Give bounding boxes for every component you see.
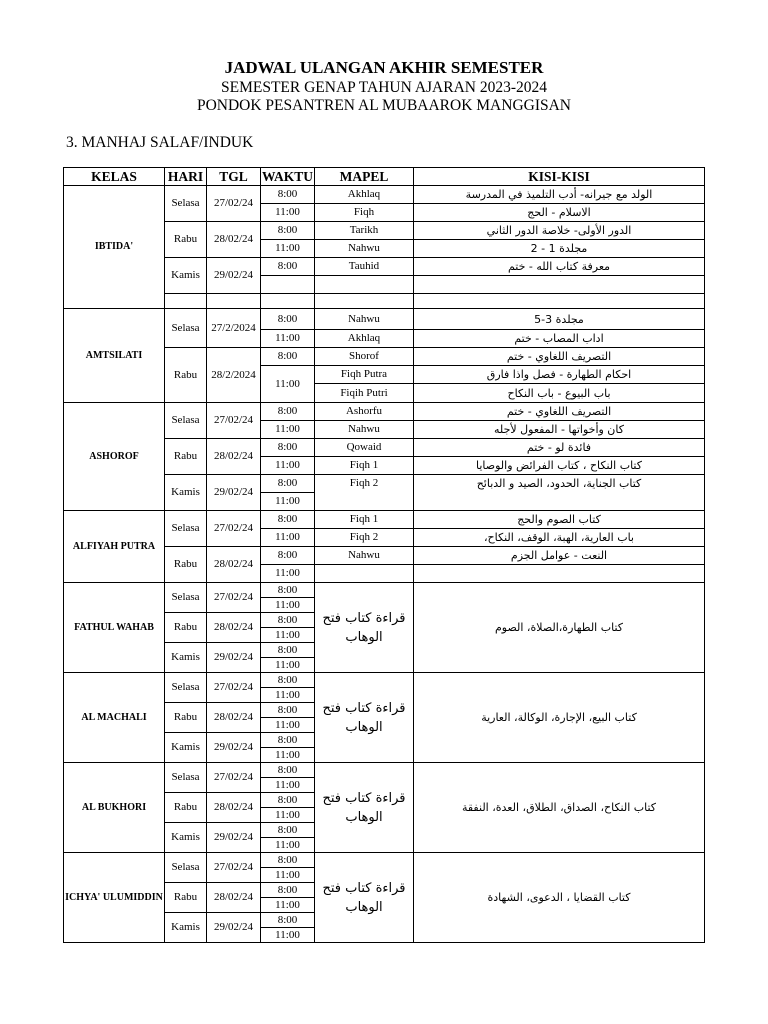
date-cell: 28/2/2024 xyxy=(207,348,261,403)
subject-cell xyxy=(315,276,414,294)
table-row xyxy=(64,583,705,598)
day-cell: Rabu xyxy=(165,883,207,913)
date-cell: 27/02/24 xyxy=(207,511,261,547)
day-cell: Rabu xyxy=(165,348,207,403)
time-cell: 8:00 xyxy=(261,547,315,565)
date-cell: 27/02/24 xyxy=(207,403,261,439)
day-cell: Rabu xyxy=(165,703,207,733)
subject-cell: Fiqih Putri xyxy=(315,384,414,403)
subject-cell: Shorof xyxy=(315,348,414,366)
day-cell: Rabu xyxy=(165,222,207,258)
time-cell: 11:00 xyxy=(261,421,315,439)
day-cell: Rabu xyxy=(165,793,207,823)
subject-cell: Nahwu xyxy=(315,240,414,258)
day-cell: Selasa xyxy=(165,853,207,883)
outline-cell xyxy=(414,565,705,583)
table-row xyxy=(64,309,705,330)
subject-cell: Fiqh 1 xyxy=(315,457,414,475)
table-row xyxy=(64,403,705,421)
time-cell: 8:00 xyxy=(261,258,315,276)
outline-cell: كتاب الجناية، الحدود، الصيد و الدبائح xyxy=(414,475,705,511)
time-cell: 8:00 xyxy=(261,439,315,457)
outline-cell: الولد مع جيرانه- أدب التلميذ في المدرسة xyxy=(414,186,705,204)
subject-cell: Ashorfu xyxy=(315,403,414,421)
outline-cell: كان وأخواتها - المفعول لأجله xyxy=(414,421,705,439)
column-header-mapel: MAPEL xyxy=(315,168,414,186)
table-row xyxy=(64,186,705,204)
class-name-cell: ICHYA' ULUMIDDIN xyxy=(64,853,165,943)
outline-cell: كتاب الطهارة،الصلاة، الصوم xyxy=(414,583,705,673)
time-cell: 11:00 xyxy=(261,240,315,258)
day-cell: Selasa xyxy=(165,186,207,222)
class-name-cell: AL MACHALI xyxy=(64,673,165,763)
outline-cell: التصريف اللغاوي - ختم xyxy=(414,348,705,366)
subject-cell: Akhlaq xyxy=(315,330,414,348)
day-cell: Kamis xyxy=(165,258,207,294)
day-cell: Selasa xyxy=(165,673,207,703)
subject-cell: Fiqh Putra xyxy=(315,366,414,384)
time-cell: 11:00 xyxy=(261,628,315,643)
date-cell: 27/2/2024 xyxy=(207,309,261,348)
column-header-kisi: KISI-KISI xyxy=(414,168,705,186)
subject-cell: Nahwu xyxy=(315,309,414,330)
time-cell: 8:00 xyxy=(261,186,315,204)
table-row xyxy=(64,763,705,778)
outline-cell: كتاب الصوم والحج xyxy=(414,511,705,529)
column-header-waktu: WAKTU xyxy=(261,168,313,184)
subject-cell: Qowaid xyxy=(315,439,414,457)
outline-cell: فائدة لو - ختم xyxy=(414,439,705,457)
date-cell: 29/02/24 xyxy=(207,823,261,853)
time-cell: 8:00 xyxy=(261,613,315,628)
time-cell: 11:00 xyxy=(261,204,315,222)
document-title: JADWAL ULANGAN AKHIR SEMESTER xyxy=(224,58,544,77)
time-cell: 11:00 xyxy=(261,778,315,793)
time-cell: 8:00 xyxy=(261,733,315,748)
exam-schedule-table xyxy=(63,167,705,943)
date-cell: 29/02/24 xyxy=(207,643,261,673)
time-cell: 8:00 xyxy=(261,511,315,529)
time-cell: 8:00 xyxy=(261,793,315,808)
class-name-cell: ALFIYAH PUTRA xyxy=(64,511,165,583)
subject-cell: Fiqh 1 xyxy=(315,511,414,529)
table-row xyxy=(64,853,705,868)
time-cell: 11:00 xyxy=(261,366,315,403)
class-name-cell: IBTIDA' xyxy=(64,186,165,309)
outline-cell: كتاب النكاح ، كتاب الفرائض والوصايا xyxy=(414,457,705,475)
date-cell: 28/02/24 xyxy=(207,883,261,913)
outline-cell: الدور الأولى- خلاصة الدور الثاني xyxy=(414,222,705,240)
outline-cell: النعت - عوامل الجزم xyxy=(414,547,705,565)
outline-cell xyxy=(414,294,705,309)
outline-cell: مجلدة 3-5 xyxy=(414,309,705,330)
date-cell: 27/02/24 xyxy=(207,853,261,883)
time-cell xyxy=(261,294,315,309)
subject-cell: Tarikh xyxy=(315,222,414,240)
subject-cell: Nahwu xyxy=(315,547,414,565)
outline-cell: باب العارية، الهبة، الوقف، النكاح، xyxy=(414,529,705,547)
time-cell: 8:00 xyxy=(261,583,315,598)
date-cell: 29/02/24 xyxy=(207,733,261,763)
subject-cell: Tauhid xyxy=(315,258,414,276)
column-header-kelas: KELAS xyxy=(64,168,165,186)
time-cell: 11:00 xyxy=(261,658,315,673)
outline-cell: كتاب النكاح، الصداق، الطلاق، العدة، النفقة xyxy=(414,763,705,853)
day-cell: Selasa xyxy=(165,511,207,547)
time-cell: 8:00 xyxy=(261,823,315,838)
date-cell: 28/02/24 xyxy=(207,703,261,733)
day-cell: Selasa xyxy=(165,583,207,613)
table-row xyxy=(64,511,705,529)
day-cell: Kamis xyxy=(165,823,207,853)
time-cell: 8:00 xyxy=(261,309,315,330)
subject-cell: قراءة كتاب فتح الوهاب xyxy=(315,583,414,673)
time-cell: 11:00 xyxy=(261,868,315,883)
class-name-cell: AL BUKHORI xyxy=(64,763,165,853)
time-cell: 8:00 xyxy=(261,913,315,928)
table-header-row xyxy=(64,168,705,186)
day-cell: Kamis xyxy=(165,475,207,511)
subject-cell: قراءة كتاب فتح الوهاب xyxy=(315,673,414,763)
time-cell: 8:00 xyxy=(261,348,315,366)
subject-cell xyxy=(315,294,414,309)
time-cell: 11:00 xyxy=(261,330,315,348)
day-cell xyxy=(165,294,207,309)
date-cell: 29/02/24 xyxy=(207,258,261,294)
day-cell: Rabu xyxy=(165,439,207,475)
document-subtitle-school: PONDOK PESANTREN AL MUBAAROK MANGGISAN xyxy=(196,97,572,114)
date-cell: 28/02/24 xyxy=(207,793,261,823)
time-cell: 11:00 xyxy=(261,598,315,613)
day-cell: Rabu xyxy=(165,547,207,583)
subject-cell: Fiqh xyxy=(315,204,414,222)
outline-cell xyxy=(414,276,705,294)
outline-cell: التصريف اللغاوي - ختم xyxy=(414,403,705,421)
date-cell: 27/02/24 xyxy=(207,673,261,703)
subject-cell: Fiqh 2 xyxy=(315,529,414,547)
class-name-cell: ASHOROF xyxy=(64,403,165,511)
subject-cell: Nahwu xyxy=(315,421,414,439)
time-cell: 11:00 xyxy=(261,565,315,583)
column-header-tgl: TGL xyxy=(207,168,261,186)
time-cell: 8:00 xyxy=(261,763,315,778)
date-cell xyxy=(207,294,261,309)
outline-cell: معرفة كتاب الله - ختم xyxy=(414,258,705,276)
date-cell: 28/02/24 xyxy=(207,222,261,258)
outline-cell: الاسلام - الحج xyxy=(414,204,705,222)
subject-cell: قراءة كتاب فتح الوهاب xyxy=(315,853,414,943)
time-cell: 8:00 xyxy=(261,475,315,493)
day-cell: Selasa xyxy=(165,309,207,348)
date-cell: 28/02/24 xyxy=(207,613,261,643)
date-cell: 27/02/24 xyxy=(207,763,261,793)
day-cell: Rabu xyxy=(165,613,207,643)
table-row xyxy=(64,673,705,688)
outline-cell: كتاب القضايا ، الدعوى، الشهادة xyxy=(414,853,705,943)
outline-cell: احكام الطهارة - فصل واذا فارق xyxy=(414,366,705,384)
subject-cell: قراءة كتاب فتح الوهاب xyxy=(315,763,414,853)
time-cell: 8:00 xyxy=(261,703,315,718)
column-header-hari: HARI xyxy=(165,168,207,186)
date-cell: 27/02/24 xyxy=(207,583,261,613)
subject-cell xyxy=(315,565,414,583)
date-cell: 28/02/24 xyxy=(207,439,261,475)
date-cell: 27/02/24 xyxy=(207,186,261,222)
day-cell: Kamis xyxy=(165,643,207,673)
day-cell: Kamis xyxy=(165,913,207,943)
time-cell: 11:00 xyxy=(261,808,315,823)
subject-cell: Fiqh 2 xyxy=(315,475,414,511)
time-cell: 8:00 xyxy=(261,403,315,421)
time-cell: 8:00 xyxy=(261,222,315,240)
date-cell: 28/02/24 xyxy=(207,547,261,583)
time-cell: 11:00 xyxy=(261,688,315,703)
outline-cell: باب البيوع - باب النكاح xyxy=(414,384,705,403)
time-cell: 11:00 xyxy=(261,493,315,511)
section-heading: 3. MANHAJ SALAF/INDUK xyxy=(66,134,254,151)
outline-cell: اداب المصاب - ختم xyxy=(414,330,705,348)
time-cell: 8:00 xyxy=(261,853,315,868)
time-cell: 11:00 xyxy=(261,529,315,547)
document-subtitle-semester: SEMESTER GENAP TAHUN AJARAN 2023-2024 xyxy=(221,79,547,96)
date-cell: 29/02/24 xyxy=(207,475,261,511)
time-cell: 8:00 xyxy=(261,883,315,898)
time-cell xyxy=(261,276,315,294)
class-name-cell: FATHUL WAHAB xyxy=(64,583,165,673)
time-cell: 11:00 xyxy=(261,457,315,475)
time-cell: 8:00 xyxy=(261,673,315,688)
date-cell: 29/02/24 xyxy=(207,913,261,943)
time-cell: 11:00 xyxy=(261,838,315,853)
day-cell: Kamis xyxy=(165,733,207,763)
time-cell: 8:00 xyxy=(261,643,315,658)
time-cell: 11:00 xyxy=(261,928,315,943)
day-cell: Selasa xyxy=(165,403,207,439)
outline-cell: مجلدة 1 - 2 xyxy=(414,240,705,258)
time-cell: 11:00 xyxy=(261,748,315,763)
outline-cell: كتاب البيع، الإجارة، الوكالة، العارية xyxy=(414,673,705,763)
time-cell: 11:00 xyxy=(261,898,315,913)
time-cell: 11:00 xyxy=(261,718,315,733)
day-cell: Selasa xyxy=(165,763,207,793)
class-name-cell: AMTSILATI xyxy=(64,309,165,403)
subject-cell: Akhlaq xyxy=(315,186,414,204)
